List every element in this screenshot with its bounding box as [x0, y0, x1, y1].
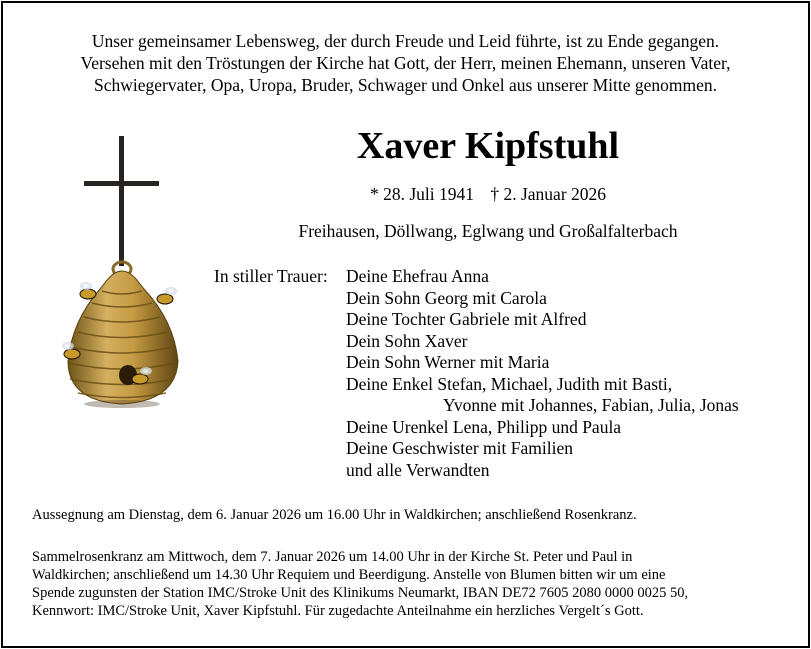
service-notice [32, 548, 792, 620]
death-date: † 2. Januar 2026 [490, 184, 607, 204]
obituary-notice [1, 1, 810, 648]
mourner-line: Yvonne mit Johannes, Fabian, Julia, Jonas [443, 395, 739, 415]
mourner-line: Deine Geschwister mit Familien [346, 438, 573, 458]
mourner-line: Deine Urenkel Lena, Philipp und Paula [346, 416, 622, 437]
service-line: Waldkirchen; anschließend um 14.30 Uhr Requiem und Beerdigung. Anstelle von Blumen bitten wir um eine [32, 567, 666, 583]
cross-and-beehive-emblem [48, 131, 198, 421]
mourning-label: In stiller Trauer: [214, 266, 328, 286]
service-line: Sammelrosenkranz am Mittwoch, dem 7. Januar 2026 um 14.00 Uhr in der Kirche St. Peter und Paul in [32, 549, 633, 565]
mourner-line: Dein Sohn Werner mit Maria [346, 352, 550, 372]
cross-icon [84, 136, 159, 266]
mourner-line: Dein Sohn Xaver [346, 330, 468, 351]
mourner-line: Deine Tochter Gabriele mit Alfred [346, 309, 587, 329]
mourner-line: Deine Ehefrau Anna [346, 266, 489, 286]
life-dates [183, 183, 793, 205]
birth-date: * 28. Juli 1941 [369, 184, 474, 204]
blessing-notice: Aussegnung am Dienstag, dem 6. Januar 2026 um 16.00 Uhr in Waldkirchen; anschließend Rosenkranz. [32, 507, 637, 523]
intro-line: Schwiegervater, Opa, Uropa, Bruder, Schwager und Onkel aus unserer Mitte genommen. [93, 75, 718, 95]
bee-icon [157, 287, 177, 304]
mourner-line: Dein Sohn Georg mit Carola [346, 287, 547, 308]
service-line: Kennwort: IMC/Stroke Unit, Xaver Kipfstuhl. Für zugedachte Anteilnahme ein herzliches Vergelt´s Gott. [32, 603, 644, 619]
deceased-name: Xaver Kipfstuhl [356, 125, 620, 167]
mourners-list [346, 266, 739, 481]
service-line: Spende zugunsten der Station IMC/Stroke Unit des Klinikums Neumarkt, IBAN DE72 7605 2080 0000 0025 50, [32, 585, 689, 601]
mourner-line: Deine Enkel Stefan, Michael, Judith mit Basti, [346, 373, 673, 394]
bee-icon [80, 282, 96, 299]
intro-line: Unser gemeinsamer Lebensweg, der durch Freude und Leid führte, ist zu Ende gegangen. [91, 31, 720, 51]
intro-line: Versehen mit den Tröstungen der Kirche hat Gott, der Herr, meinen Ehemann, unseren Vater, [80, 53, 731, 73]
places-line: Freihausen, Döllwang, Eglwang und Großalfalterbach [298, 221, 678, 241]
mourner-line: und alle Verwandten [346, 459, 490, 480]
intro-text [3, 30, 808, 96]
